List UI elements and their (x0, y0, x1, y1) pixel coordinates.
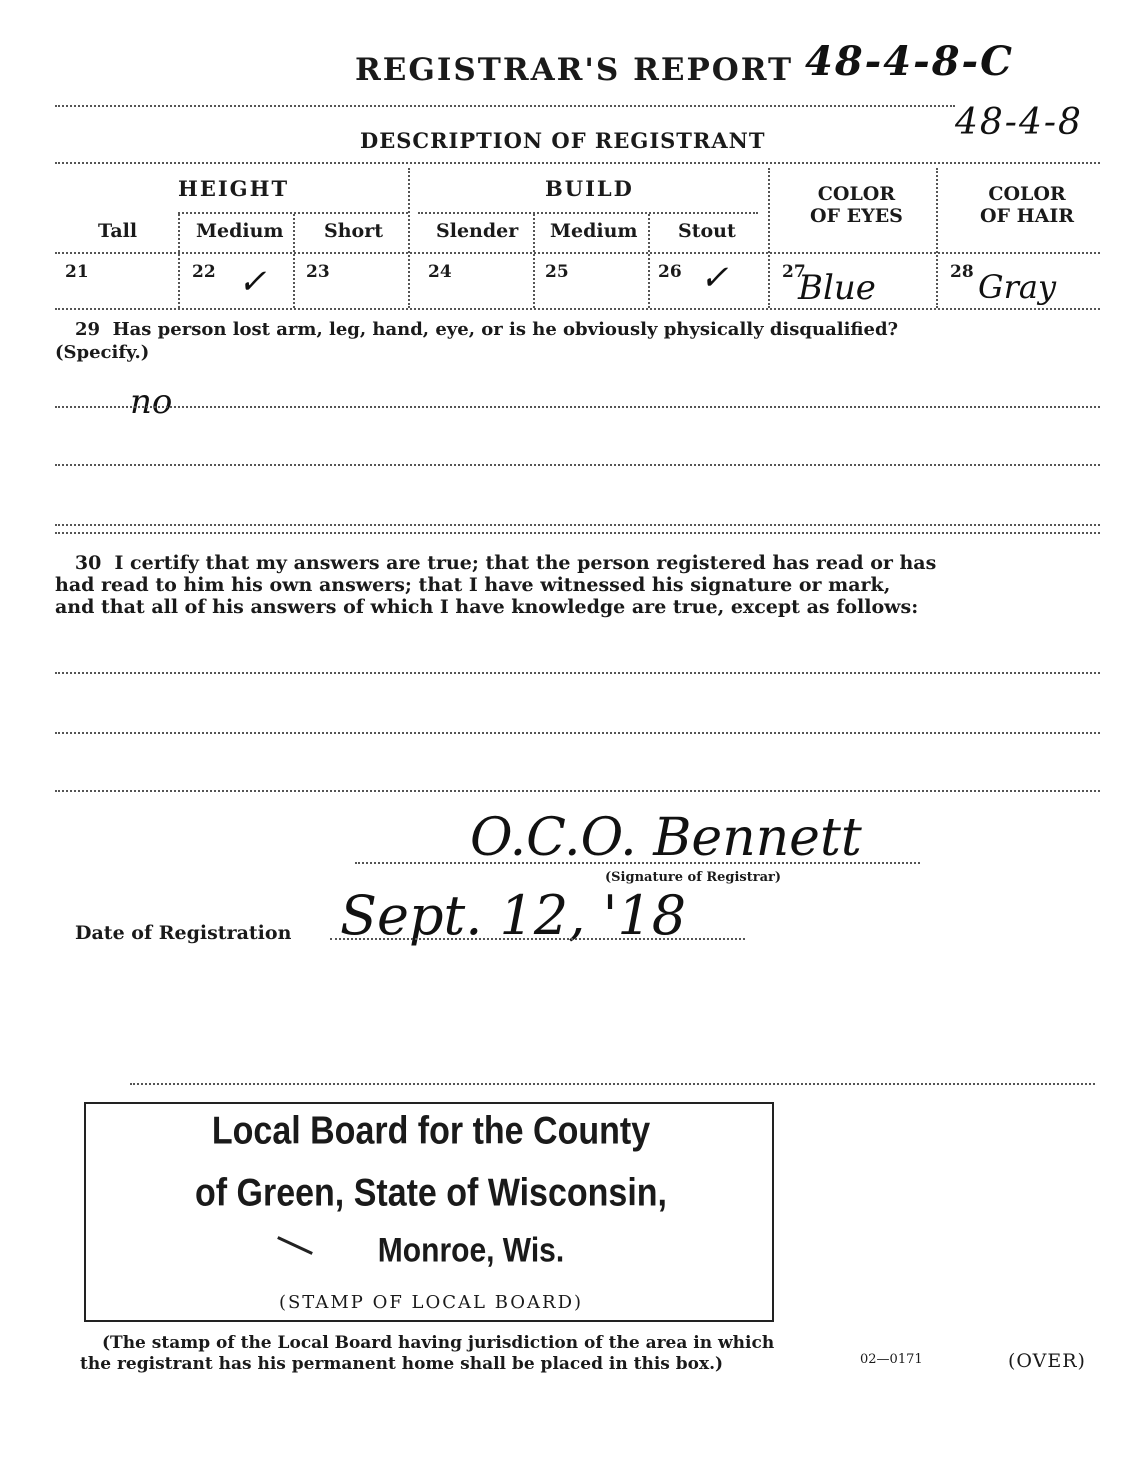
build-stout-check-icon: ✓ (700, 258, 729, 298)
registrar-signature: O.C.O. Bennett (470, 808, 862, 868)
col-short: Short (324, 220, 383, 242)
stamp-footnote: (The stamp of the Local Board having jurisdiction of the area in which the registrant has his permanent home shall be placed in this box.) (80, 1333, 775, 1374)
q29-specify: (Specify.) (55, 342, 150, 363)
header-divider (55, 105, 955, 107)
field-num-26: 26 (658, 262, 682, 282)
field-num-22: 22 (192, 262, 216, 282)
q29-answer: no (130, 382, 173, 422)
q29-text: 29 Has person lost arm, leg, hand, eye, or is he obviously physically disqualified? (75, 319, 899, 340)
col-tall: Tall (98, 220, 138, 242)
stamp-line-3: Monroe, Wis. (377, 1231, 565, 1270)
form-number-top: 48-4-8-C (805, 38, 1014, 85)
col-height-medium: Medium (196, 220, 284, 242)
table-top-line (55, 162, 1100, 164)
field-num-24: 24 (428, 262, 452, 282)
footer-code: 02—0171 (860, 1352, 923, 1367)
stamp-line-2: of Green, State of Wisconsin, (195, 1171, 667, 1215)
col-slender: Slender (436, 220, 519, 242)
height-header: HEIGHT (178, 176, 290, 201)
stamp-box (84, 1102, 774, 1322)
form-number-side: 48-4-8 (955, 102, 1083, 143)
field-num-27: 27 (782, 262, 806, 282)
date-value: Sept. 12, '18 (340, 884, 687, 947)
eyes-header: COLOR OF EYES (810, 183, 903, 227)
over-label: (OVER) (1008, 1350, 1086, 1372)
field-num-21: 21 (65, 262, 89, 282)
signature-caption: (Signature of Registrar) (605, 870, 782, 885)
col-stout: Stout (678, 220, 736, 242)
build-header: BUILD (545, 176, 634, 201)
hair-header: COLOR OF HAIR (980, 183, 1075, 227)
col-build-medium: Medium (550, 220, 638, 242)
hair-value: Gray (978, 268, 1057, 306)
date-label: Date of Registration (75, 922, 292, 944)
q30-text: 30 I certify that my answers are true; that the person registered has read or has had read to him his own answers; that I have witnessed his signature or mark, and that all of his answers of which I have knowledge are true, except as follows: (55, 552, 937, 618)
eyes-value: Blue (798, 268, 876, 308)
stamp-label: (STAMP OF LOCAL BOARD) (278, 1292, 584, 1313)
field-num-25: 25 (545, 262, 569, 282)
stamp-line-1: Local Board for the County (211, 1109, 651, 1153)
report-title: REGISTRAR'S REPORT (355, 52, 794, 88)
field-num-23: 23 (306, 262, 330, 282)
height-medium-check-icon: ✓ (238, 262, 267, 302)
section-title: DESCRIPTION OF REGISTRANT (360, 128, 766, 153)
field-num-28: 28 (950, 262, 974, 282)
